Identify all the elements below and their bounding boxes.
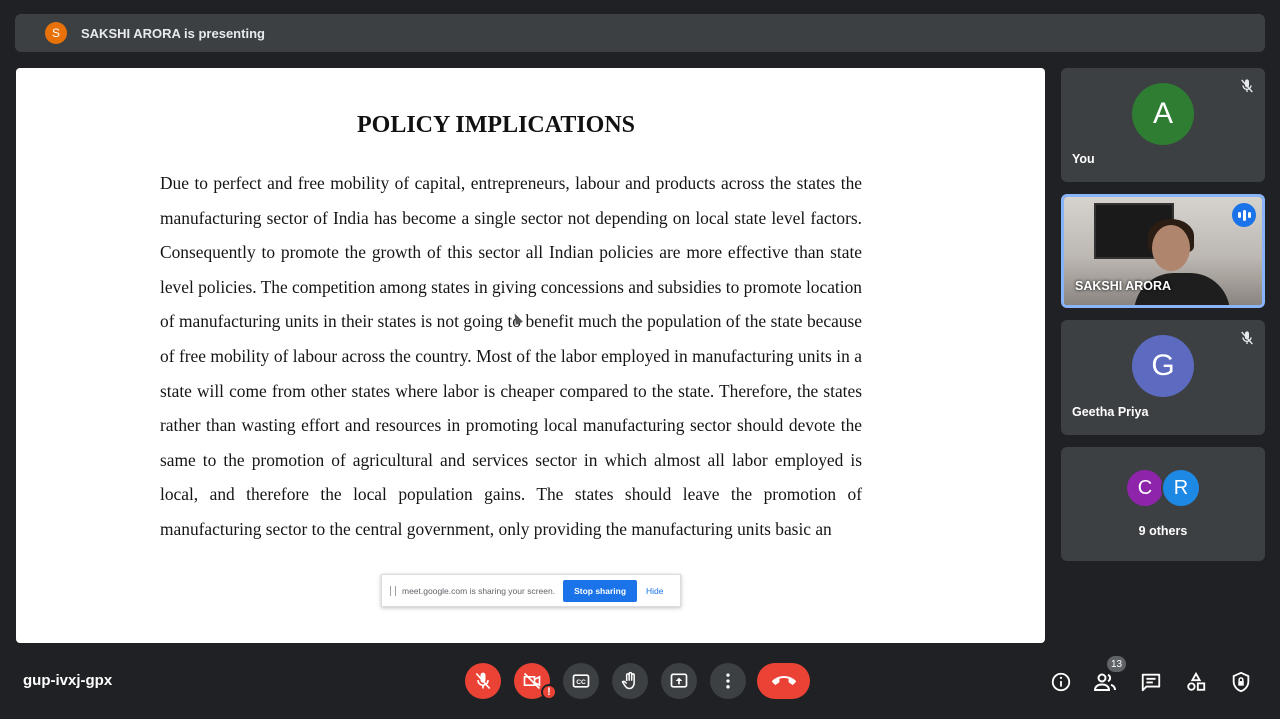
- meeting-code: gup-ivxj-gpx: [23, 672, 113, 689]
- stop-sharing-button[interactable]: Stop sharing: [563, 580, 637, 602]
- end-call-icon: [772, 669, 796, 693]
- mic-off-icon: [1239, 78, 1255, 94]
- avatar: G: [1132, 335, 1194, 397]
- info-icon: [1050, 671, 1072, 693]
- microphone-toggle-button[interactable]: [465, 663, 501, 699]
- activities-icon: [1185, 671, 1207, 693]
- captions-button[interactable]: [563, 663, 599, 699]
- host-controls-icon: [1230, 671, 1252, 693]
- host-controls-button[interactable]: [1229, 670, 1253, 694]
- share-message: meet.google.com is sharing your screen.: [402, 585, 556, 596]
- presenter-banner-text: SAKSHI ARORA is presenting: [81, 25, 265, 41]
- present-icon: [669, 671, 689, 691]
- avatar: A: [1132, 83, 1194, 145]
- participant-name: SAKSHI ARORA: [1075, 279, 1172, 293]
- raise-hand-icon: [620, 671, 640, 691]
- participant-tile-you[interactable]: [1061, 68, 1265, 182]
- people-button[interactable]: [1093, 670, 1117, 694]
- present-now-button[interactable]: [661, 663, 697, 699]
- meeting-details-button[interactable]: [1049, 670, 1073, 694]
- drag-handle-icon[interactable]: [390, 586, 396, 596]
- avatar: C: [1125, 468, 1165, 508]
- presenter-banner: [15, 14, 1265, 52]
- mic-off-icon: [473, 671, 493, 691]
- speaking-indicator-icon: [1232, 203, 1256, 227]
- avatar: R: [1161, 468, 1201, 508]
- participant-tile-presenter[interactable]: [1061, 194, 1265, 308]
- presenter-avatar: S: [45, 22, 67, 44]
- people-icon: [1093, 670, 1117, 694]
- camera-off-icon: [522, 671, 542, 691]
- svg-text:CC: CC: [576, 678, 586, 686]
- others-count-label: 9 others: [1138, 524, 1188, 538]
- shared-screen: [16, 68, 1045, 643]
- mic-off-icon: [1239, 330, 1255, 346]
- more-options-button[interactable]: [710, 663, 746, 699]
- more-options-icon: [718, 671, 738, 691]
- raise-hand-button[interactable]: [612, 663, 648, 699]
- chat-button[interactable]: [1139, 670, 1163, 694]
- screen-share-notification: [381, 574, 681, 607]
- slide-title: POLICY IMPLICATIONS: [356, 112, 636, 138]
- slide-body-text: Due to perfect and free mobility of capital, entrepreneurs, labour and products across the states the manufacturing sector of India has become a single sector not depending on local state level factors. Consequently to promote the growth of this sector all Indian policies are more effective than state level policies. The competition among states in giving concessions and subsidies to promote location of manufacturing units in their states is not going to benefit much the population of the state because of free mobility of labour across the country. Most of the labor employed in manufacturing units in a state will come from other states where labor is cheaper compared to the state. Therefore, the states rather than wasting effort and resources in promoting local manufacturing sector should devote the same to the promotion of agricultural and services sector in which almost all labor employed is local, and therefore the local population gains. The states should leave the promotion of manufacturing sector to the central government, only providing the manufacturing units basic an: [160, 173, 862, 539]
- participant-name: Geetha Priya: [1072, 405, 1149, 419]
- chat-icon: [1140, 671, 1162, 693]
- people-count-badge: 13: [1107, 656, 1126, 672]
- captions-icon: [571, 671, 591, 691]
- participant-name: You: [1072, 152, 1095, 166]
- activities-button[interactable]: [1184, 670, 1208, 694]
- video-person-head: [1152, 225, 1190, 271]
- participant-tile-others[interactable]: [1061, 447, 1265, 561]
- leave-call-button[interactable]: [757, 663, 810, 699]
- participant-tile-geetha[interactable]: [1061, 320, 1265, 435]
- camera-warning-badge: !: [541, 684, 557, 700]
- hide-button[interactable]: Hide: [646, 585, 664, 596]
